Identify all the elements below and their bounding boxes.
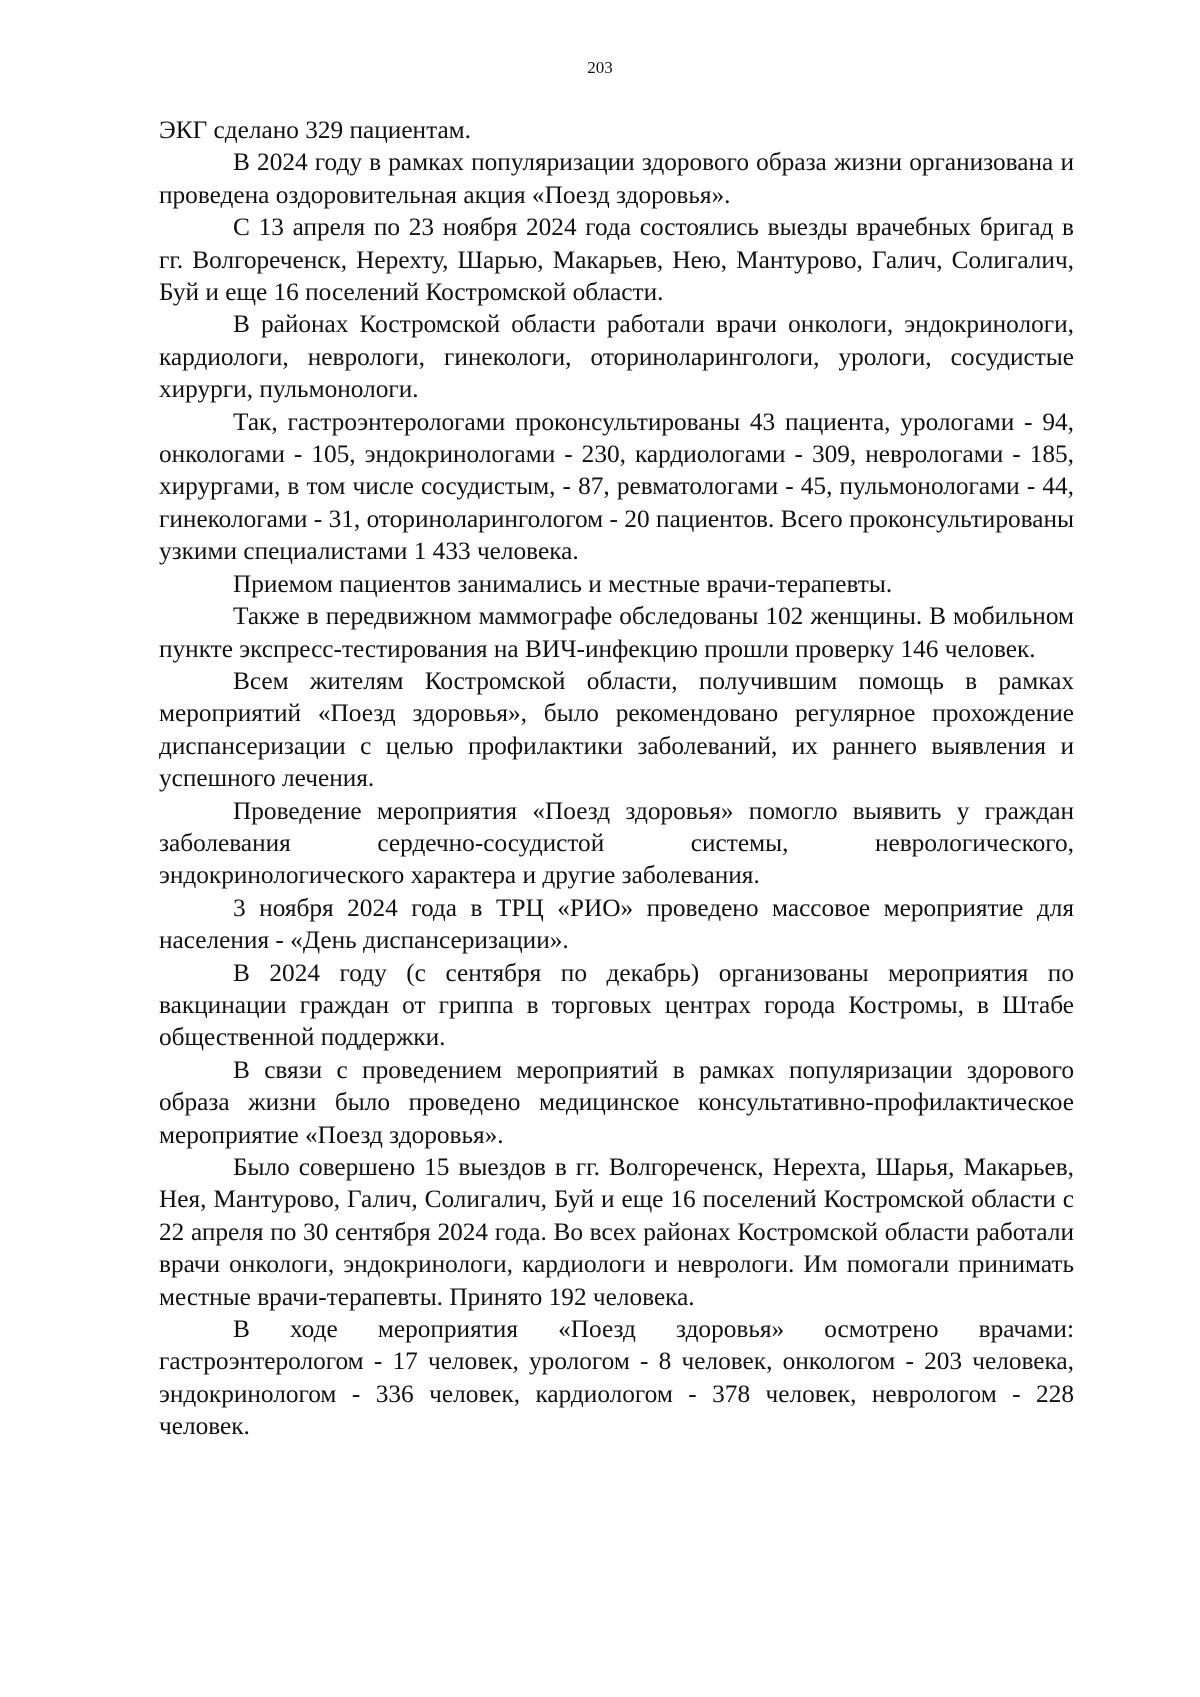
paragraph: С 13 апреля по 23 ноября 2024 года состоялись выезды врачебных бригад в гг. Волгореченск, Нерехту, Шарью, Макарьев, Нею, Мантурово, Галич, Солигалич, Буй и еще 16 поселений Костромской области. [159, 213, 1074, 307]
paragraph: В связи с проведением мероприятий в рамках популяризации здорового образа жизни было проведено медицинское консультативно-профилактическое мероприятие «Поезд здоровья». [159, 1055, 1074, 1149]
document-body [159, 114, 1074, 1443]
paragraph: Так, гастроэнтерологами проконсультированы 43 пациента, урологами - 94, онкологами - 105, эндокринологами - 230, кардиологами - 309, неврологами - 185, хирургами, в том числе сосудистым, - 87, ревматологами - 45, пульмонологами - 44, гинекологами - 31, оториноларингологом - 20 пациентов. Всего проконсультированы узкими специалистами 1 433 человека. [159, 407, 1074, 566]
paragraph: В 2024 году в рамках популяризации здорового образа жизни организована и проведена оздоровительная акция «Поезд здоровья». [159, 148, 1074, 209]
paragraph: 3 ноября 2024 года в ТРЦ «РИО» проведено массовое мероприятие для населения - «День диспансеризации». [159, 893, 1074, 955]
paragraph: ЭКГ сделано 329 пациентам. [159, 116, 472, 144]
paragraph: В районах Костромской области работали врачи онкологи, эндокринологи, кардиологи, неврологи, гинекологи, оториноларингологи, урологи, сосудистые хирурги, пульмонологи. [159, 310, 1074, 404]
page-number: 203 [587, 58, 613, 77]
paragraph: В ходе мероприятия «Поезд здоровья» осмотрено врачами: гастроэнтерологом - 17 человек, урологом - 8 человек, онкологом - 203 человека, эндокринологом - 336 человек, кардиологом - 378 человек, неврологом - 228 человек. [159, 1315, 1074, 1441]
paragraph: Проведение мероприятия «Поезд здоровья» помогло выявить у граждан заболевания сердечно-сосудистой системы, неврологического, эндокринологического характера и другие заболевания. [159, 796, 1074, 890]
paragraph: Приемом пациентов занимались и местные врачи-терапевты. [233, 569, 893, 598]
paragraph: Также в передвижном маммографе обследованы 102 женщины. В мобильном пункте экспресс-тестирования на ВИЧ-инфекцию прошли проверку 146 человек. [159, 602, 1074, 663]
paragraph: Было совершено 15 выездов в гг. Волгореченск, Нерехта, Шарья, Макарьев, Нея, Мантурово, Галич, Солигалич, Буй и еще 16 поселений Костромской области с 22 апреля по 30 сентября 2024 года. Во всех районах Костромской области работали врачи онкологи, эндокринологи, кардиологи и неврологи. Им помогали принимать местные врачи-терапевты. Принято 192 человека. [159, 1153, 1074, 1311]
paragraph: Всем жителям Костромской области, получившим помощь в рамках мероприятий «Поезд здоровья», было рекомендовано регулярное прохождение диспансеризации с целью профилактики заболеваний, их раннего выявления и успешного лечения. [159, 666, 1074, 793]
paragraph: В 2024 году (с сентября по декабрь) организованы мероприятия по вакцинации граждан от гриппа в торговых центрах города Костромы, в Штабе общественной поддержки. [159, 958, 1074, 1052]
